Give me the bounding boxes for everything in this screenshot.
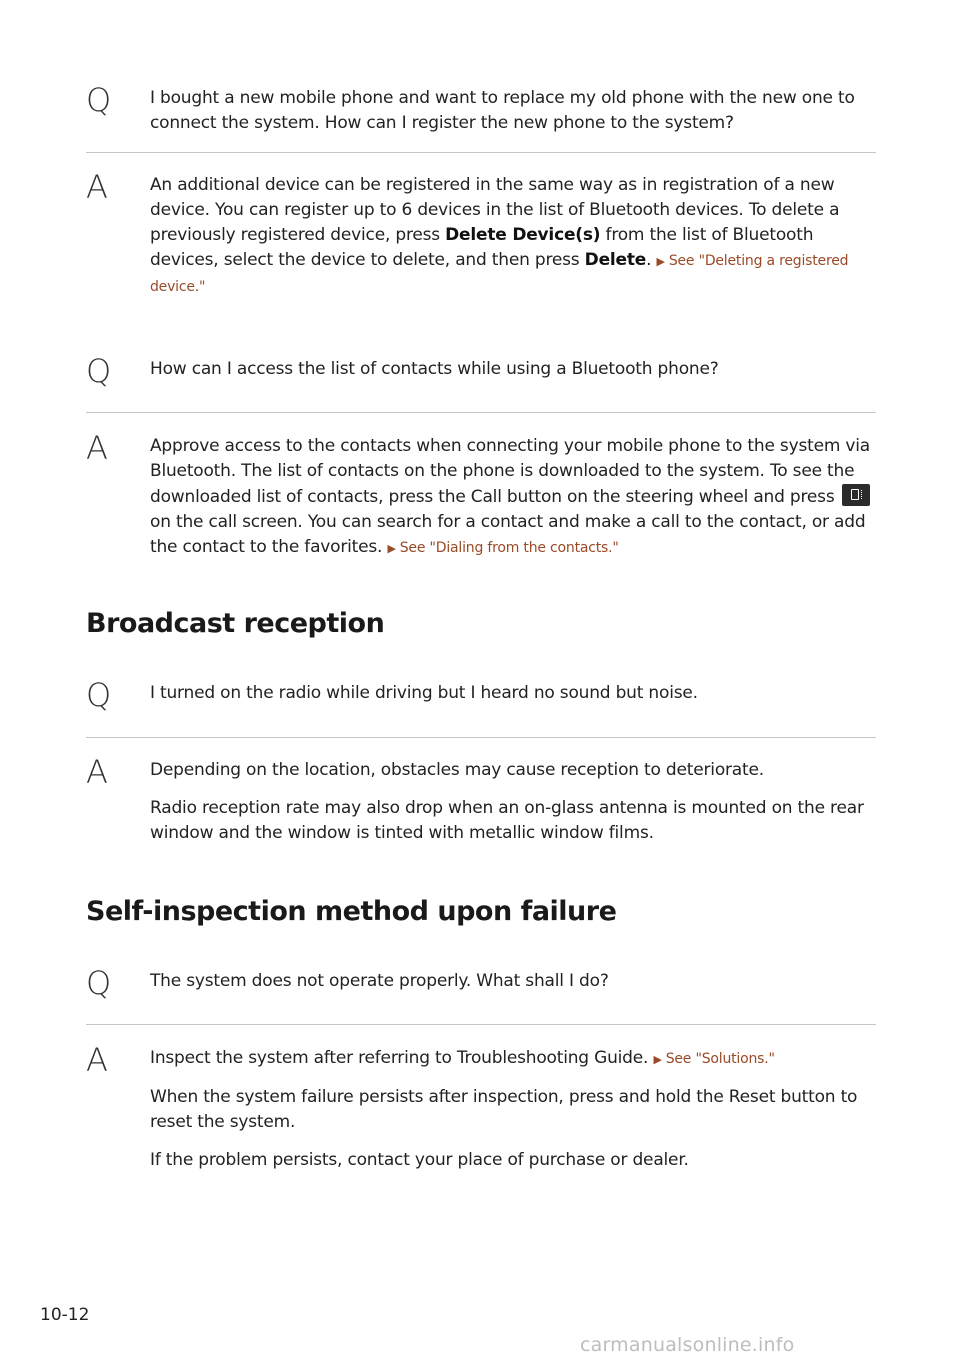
divider [86,737,876,738]
delete-devices-label: Delete Device(s) [445,225,601,245]
answer-marker: A [86,753,108,791]
answer-1 [86,168,876,300]
triangle-right-icon: ▶ [656,255,665,268]
watermark: carmanualsonline.info [580,1334,795,1356]
question-1 [86,81,876,136]
see-reference-link[interactable]: ▶ See "Solutions." [653,1051,775,1067]
answer-2 [86,429,876,561]
question-marker: Q [86,676,112,714]
section-title-self-inspection: Self-inspection method upon failure [86,896,617,927]
delete-label: Delete [584,250,647,270]
page-number: 10-12 [40,1305,90,1325]
answer-marker: A [86,168,108,206]
see-reference-link[interactable]: ▶ See "Deleting a registered device." [150,253,849,295]
divider [86,1024,876,1025]
divider [86,412,876,413]
question-text: I bought a new mobile phone and want to replace my old phone with the new one to connect the system. How can I register the new phone to the system? [150,88,855,133]
answer-marker: A [86,1041,108,1079]
answer-paragraph: If the problem persists, contact your place of purchase or dealer. [150,1150,689,1170]
answer-marker: A [86,429,108,467]
divider [86,152,876,153]
question-3 [86,676,876,714]
question-marker: Q [86,81,112,119]
answer-paragraph: Depending on the location, obstacles may cause reception to deteriorate. [150,760,764,780]
answer-text: Approve access to the contacts when connecting your mobile phone to the system via Bluetooth. The list of contacts on the phone is downloaded to the system. To see the downloaded list of contacts, press the Call button on the steering wheel and press on the call screen. You can search for a contact and make a call to the contact, or add the contact to the favorites. ▶ See "Dialing from the contacts." [150,436,870,557]
question-text: I turned on the radio while driving but I heard no sound but noise. [150,683,698,703]
see-reference-link[interactable]: ▶ See "Dialing from the contacts." [387,540,619,556]
question-text: How can I access the list of contacts while using a Bluetooth phone? [150,359,719,379]
contacts-icon [842,484,870,506]
question-marker: Q [86,964,112,1002]
answer-paragraph: Radio reception rate may also drop when an on-glass antenna is mounted on the rear window and the window is tinted with metallic window films. [150,798,864,843]
question-4 [86,964,876,1002]
triangle-right-icon: ▶ [387,542,396,555]
question-text: The system does not operate properly. What shall I do? [150,971,609,991]
answer-4 [86,1041,876,1173]
answer-paragraph: When the system failure persists after inspection, press and hold the Reset button to reset the system. [150,1087,858,1132]
answer-paragraph: Inspect the system after referring to Troubleshooting Guide. ▶ See "Solutions." [150,1048,775,1068]
triangle-right-icon: ▶ [653,1053,662,1066]
question-2 [86,352,876,390]
question-marker: Q [86,352,112,390]
section-title-broadcast-reception: Broadcast reception [86,608,385,639]
answer-text: An additional device can be registered in the same way as in registration of a new device. You can register up to 6 devices in the list of Bluetooth devices. To delete a previously registered device, press Delete Device(s) from the list of Bluetooth devices, select the device to delete, and then press Delete. ▶ See "Deleting a registered device." [150,175,849,295]
answer-3 [86,753,876,846]
